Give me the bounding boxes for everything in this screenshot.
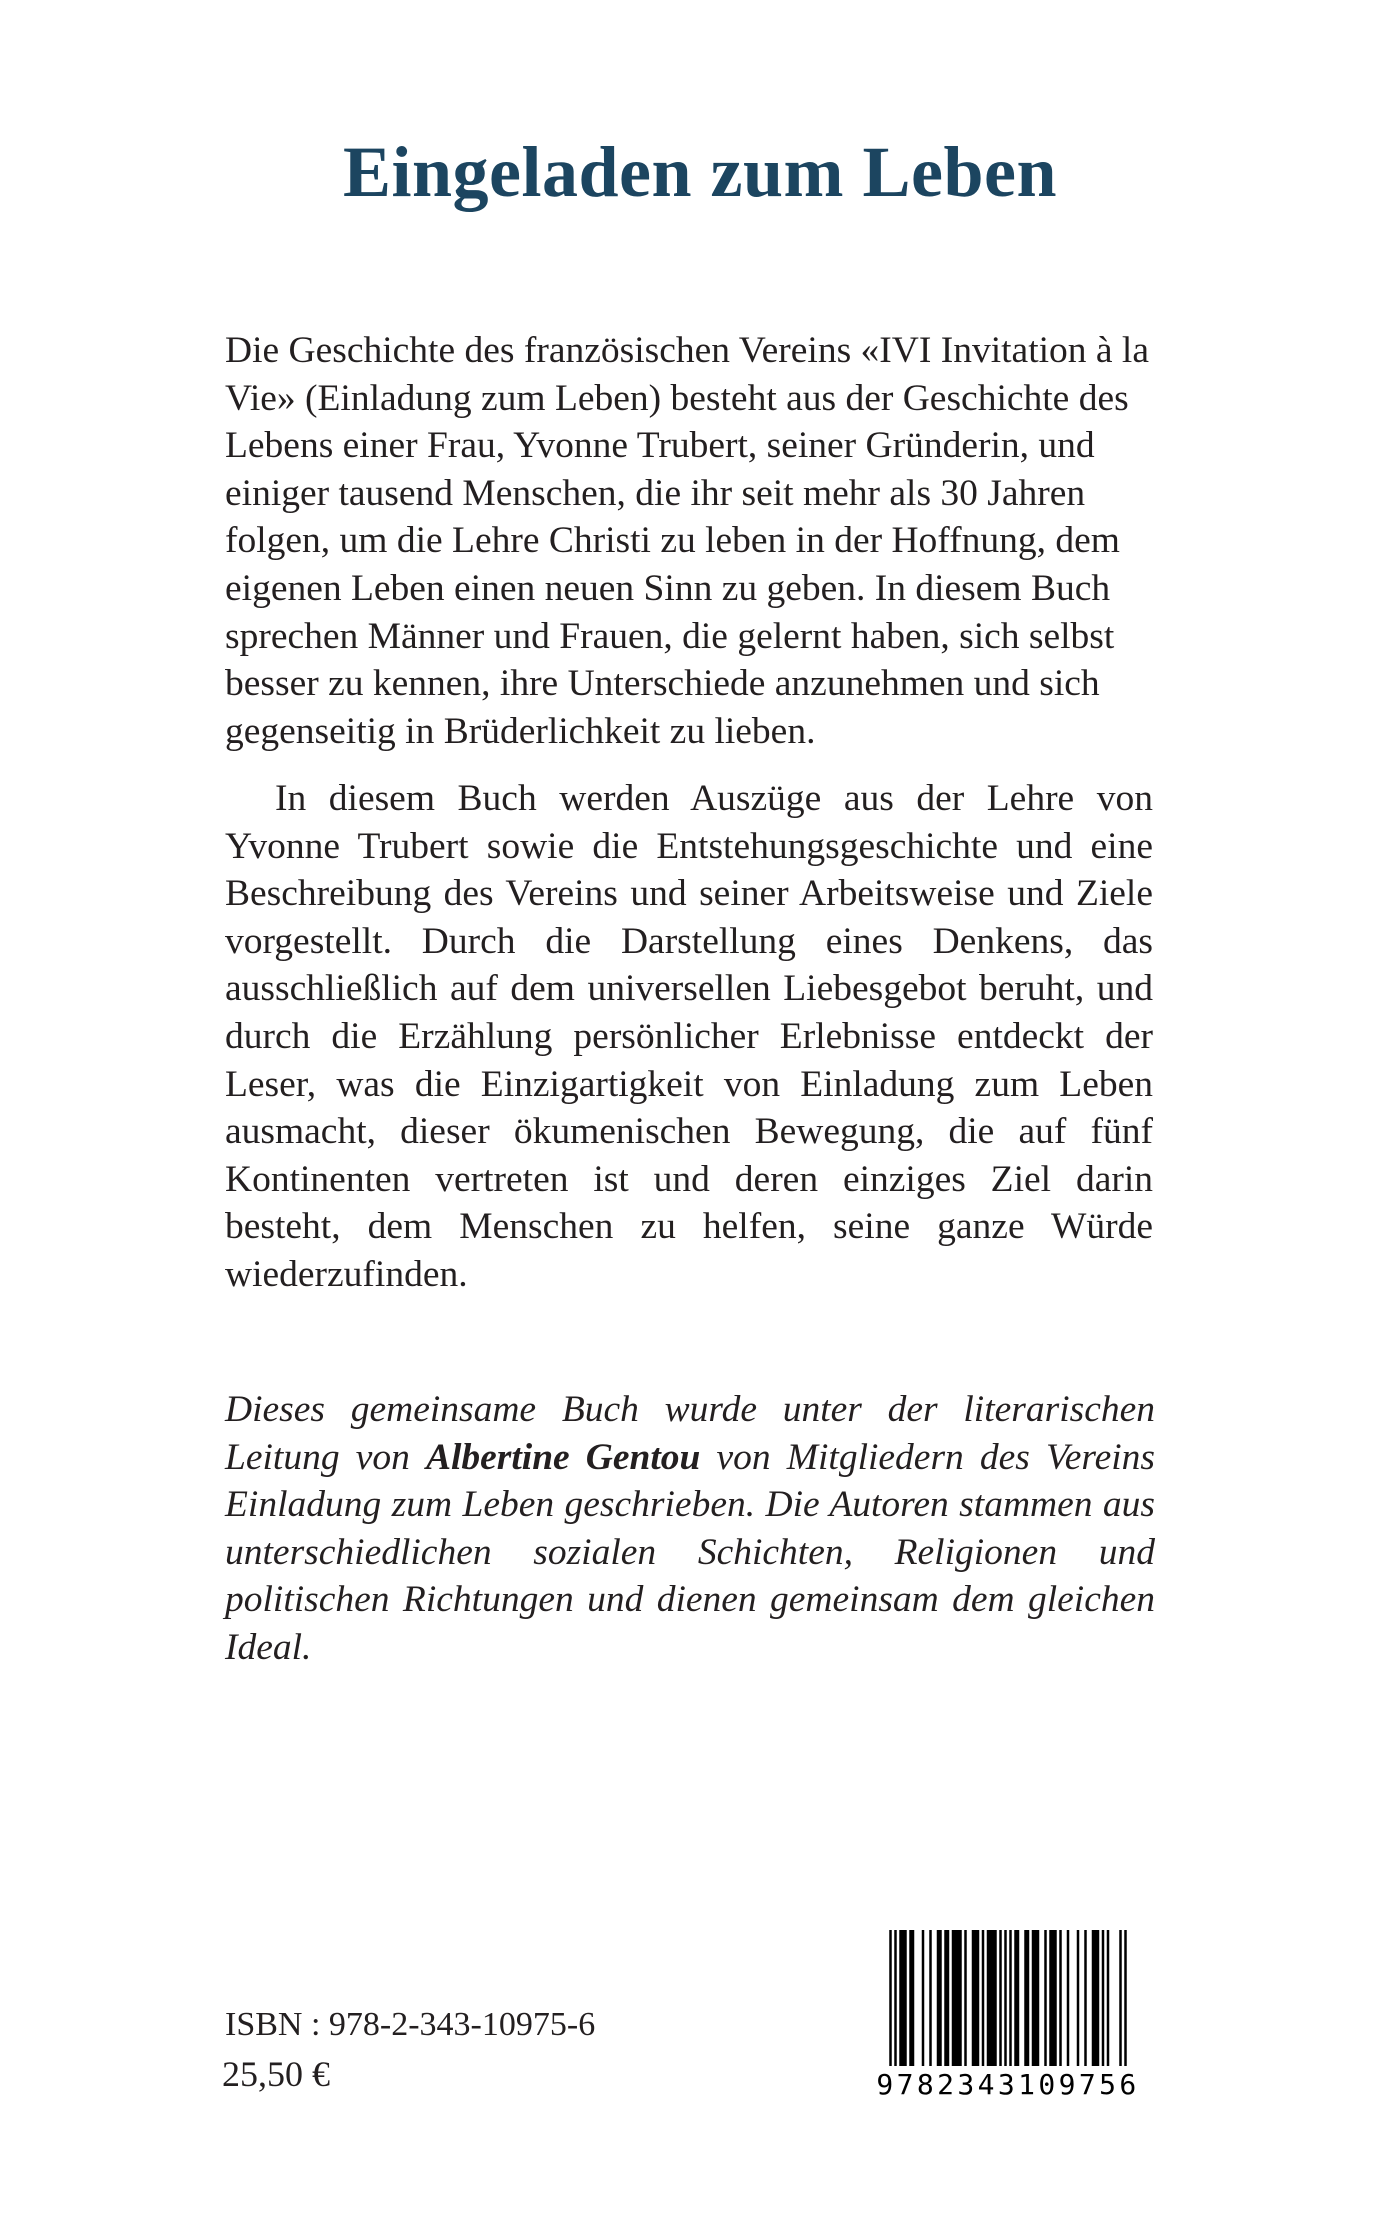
barcode-bar: [982, 1930, 985, 2070]
barcode-digits: 9782343109756: [863, 2066, 1153, 2106]
authorship-note: [225, 1386, 1155, 1671]
barcode: [863, 1930, 1153, 2104]
barcode-bar: [1092, 1930, 1100, 2070]
barcode-bar: [1102, 1930, 1105, 2070]
barcode-bar: [922, 1930, 925, 2070]
barcode-bar: [937, 1930, 942, 2070]
barcode-bar: [1067, 1930, 1070, 2070]
description-paragraph-1: Die Geschichte des französischen Vereins «IVI Invitation à la Vie» (Einladung zum Leben) besteht aus der Geschichte des Lebens einer Frau, Yvonne Trubert, seiner Gründerin, und einiger tausend Menschen, die ihr seit mehr als 30 Jahren folgen, um die Lehre Christi zu leben in der Hoffnung, dem eigenen Leben einen neuen Sinn zu geben. In diesem Buch sprechen Männer und Frauen, die gelernt haben, sich selbst besser zu kennen, ihre Unterschiede anzunehmen und sich gegenseitig in Brüderlichkeit zu lieben.: [225, 330, 1149, 752]
barcode-bar: [987, 1930, 997, 2070]
barcode-bar: [1107, 1930, 1110, 2070]
barcode-bar: [899, 1930, 907, 2070]
isbn-label: ISBN : 978-2-343-10975-6: [225, 2006, 596, 2043]
barcode-bar: [889, 1930, 892, 2086]
barcode-bar: [1044, 1930, 1047, 2070]
barcode-bar: [1024, 1930, 1029, 2070]
book-title: Eingeladen zum Leben: [342, 132, 1058, 212]
barcode-bar: [1119, 1930, 1122, 2086]
editor-name: Albertine Gentou: [425, 1436, 701, 1478]
barcode-bar: [964, 1930, 967, 2070]
barcode-bar: [894, 1930, 897, 2086]
barcode-bar: [944, 1930, 949, 2070]
barcode-bar: [1009, 1930, 1012, 2086]
barcode-bar: [1059, 1930, 1062, 2070]
barcode-bar: [1084, 1930, 1087, 2070]
barcode-bar: [909, 1930, 914, 2070]
description-paragraph-2: In diesem Buch werden Auszüge aus der Lehre von Yvonne Trubert sowie die Entstehungsgeschichte und eine Beschreibung des Vereins und seiner Arbeitsweise und Ziele vorgestellt. Durch die Darstellung eines Denkens, das ausschließlich auf dem universellen Liebesgebot beruht, und durch die Erzählung persönlicher Erlebnisse entdeckt der Leser, was die Einzigartigkeit von Einladung zum Leben ausmacht, dieser ökumenischen Bewegung, die auf fünf Kontinenten vertreten ist und deren einziges Ziel darin besteht, dem Menschen zu helfen, seine ganze Würde wiederzufinden.: [225, 778, 1153, 1295]
barcode-bar: [929, 1930, 932, 2070]
barcode-bar: [952, 1930, 962, 2070]
barcode-bar: [1077, 1930, 1080, 2070]
authorship-note-intro: Dieses gemeinsame Buch wurde unter der literarischen Leitung von: [225, 1389, 1155, 1478]
authorship-note-rest: von Mitgliedern des Vereins Einladung zum Leben geschrieben. Die Autoren stammen aus unterschiedlichen sozialen Schichten, Religionen und politischen Richtungen und dienen gemeinsam dem gleichen Ideal.: [225, 1436, 1155, 1668]
barcode-bar: [972, 1930, 980, 2070]
barcode-bar: [1004, 1930, 1007, 2086]
barcode-bar: [1014, 1930, 1019, 2070]
barcode-bar: [999, 1930, 1002, 2070]
barcode-bar: [1032, 1930, 1040, 2070]
barcode-bar: [1049, 1930, 1057, 2070]
price-label: 25,50 €: [222, 2054, 330, 2094]
barcode-bar: [1124, 1930, 1127, 2086]
